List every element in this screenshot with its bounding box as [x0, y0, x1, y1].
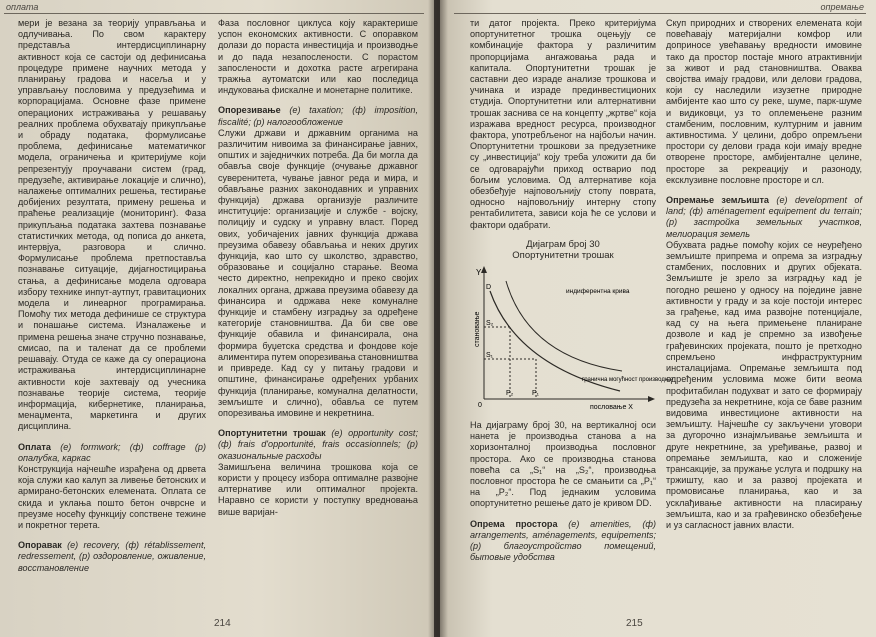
left-column-1 [18, 18, 206, 574]
entry-equivalents: (e) recovery, (ф) rétablissement, redressement, (р) оздоровление, оживление, восстановление [18, 540, 207, 573]
page-number-right: 215 [626, 618, 643, 629]
book-gutter [428, 0, 448, 637]
header-rule [454, 13, 866, 14]
diagram-subtitle: Опортунитетни трошак [512, 249, 614, 261]
running-header-right: опремање [820, 2, 864, 12]
dictionary-entry [470, 519, 656, 564]
diagram-figure [470, 261, 674, 411]
dictionary-entry [218, 428, 418, 462]
entry-equivalents: (e) taxation; (ф) imposition, fiscalité; (р) налогообложение [218, 105, 418, 127]
entry-body: Обухвата радње помоћу којих се неуређено земљиште припрема и опрема за изградњу стамбених, пословних и других објеката. Земљиште је зрело за изградњу кад је погодно решено у односу на поједине јавне активности у граду и за које постоји интерес за грађење, кад има развојне потенцијале, кад су на њега примењене планиране дозволе и кад је спремно за извођење грађевинских пројеката, пошто је претходно спремљено инфраструктурним инсталацијама. Опремање земљишта под одређеним условима може бити веома профитабилан подухват и зато се формирају предузећа за некретнине, која се баве разним видовима инвестиционе активности на земљишту. Најчешће су закључени уговори за дугорочно изнајмљивање земљишта и друге некретнине, за уређивање, развој и опремање земљишта, као и сложеније трансакције, за пружање услуга и подршку на тржишту, као и за развој пројеката и промовисање планирања, као и за усклађивање активности на пласирању земљишта, као и за грађевинско обезбеђење и уз сагласност јавних власти. [666, 239, 862, 530]
origin-label: 0 [478, 401, 482, 409]
entry-body: мери је везана за теорију управљања и одлучивања. По свом карактеру представља интердисциплинарну активност која се састоји од дефинисања процедуре примене научних метода у планирању градова и насеља и у управљању пословима у предузећима и корпорацијама. Основне фазе примене операционих истраживања у решавању реалних проблема обухватају прикупљање и обраду података, формулисање проблема, дефинисање математичког модела, ограничења и критеријуме који репрезентују проучавани систем (град, предузеће, активирање локације и слично), налажење оптималних решења, тестирање добијених резултата, примену решења и праћење реализације (мониторинг). Фаза прикупљања података захтева познавање статистичких метода, од пописа до анкета, интервјуа, разговора и слично. Формулисање проблема претпоставља познавање ситуације, дијагностицирања стања, а дефинисање модела одговара избору технике инпут-аутпут, гравитационих модела и линеарног програмирања. Помоћу тих метода дефинише се структура и понашање система. Изналажење и примена решења значе стручно познавање, смисао, па и таленат да се проблеми решавају. Отуда се каже да су операциона истраживања интердисциплинарне активности које захтевају од учесника познавање теорије система, теорије информација, кибернетике, планирања, менаџмента, маркетинга и других дисциплина. [18, 18, 206, 432]
dictionary-entry [18, 442, 206, 464]
entry-body: На дијаграму број 30, на вертикалној оси нанета је производња станова а на хоризонталној производња пословног простора. Ако се производња станова повећа са „S₁“ на „S₂“, производња пословног простора ће се смањити са „P₁“ на „P₂“. Под једнаким условима опортунитетно решење дато је кривом DD. [470, 420, 656, 509]
right-column-2 [666, 18, 862, 531]
diagram-30 [470, 238, 674, 414]
entry-equivalents: (e) opportunity cost; (ф) frais d'opportunité, frais occasionnels; (р) оказиональные расходы [218, 428, 418, 461]
entry-headword: Опрема простора [470, 518, 558, 529]
point-p2-label: P₂ [506, 389, 514, 397]
x-axis-arrow [648, 396, 655, 402]
left-column-2 [218, 18, 418, 518]
entry-equivalents: (e) amenities, (ф) arrangements, aménagements, equipements; (р) благоустройство помещений, бытовые удобства [470, 518, 656, 563]
entry-equivalents: (e) formwork; (ф) coffrage (р) опалубка, каркас [18, 441, 207, 463]
entry-body: ти датог пројекта. Преко критеријума опортунитетног трошка оцењују се комбинације фактора у различитим пропорцијама ангажовања рада и капитала. Опортунитетни трошак је саставни део израде анализе трошкова и учинака и израде прединвестиционих студија. Опортунитетни или алтернативни трошак заснива се на концепту „жртве“ која изражава вредност ресурса, производног фактора, употребљеног на најбољи начин. Опортунитетни трошкови за предузетнике су „инвестиција“ коју треба уложити да би се одговарајући приход остварио под бољим условима. Од алтернативе која обезбеђује најповољнију стопу поврата, односно најповољнију интерну стопу рентабилитета, зависи која ће се услови и фактори одабрати. [470, 18, 656, 230]
point-p1-label: P₁ [532, 389, 540, 397]
dictionary-entry [666, 195, 862, 240]
x-axis-label: пословање X [590, 403, 633, 411]
point-s1-label: S₁ [486, 351, 494, 359]
entry-body: Конструкција најчешће израђена од дрвета која служи као калуп за ливење бетонских и армирано-бетонских елемената. Оплата се скида и уклања пошто бетон очврсне и преузме носећу функцију сопствене тежине и покретног терета. [18, 463, 206, 530]
dictionary-entry [18, 540, 206, 574]
entry-body: Скуп природних и створених елемената који повећавају материјални комфор или доприносе увећавању вредности имовине тако да простор постаје много атрактивнији за живот и рад становништва. Оваква својства имају градови, или делови градова, који су наследили изузетне природне амбијенте као што су реке, шуме, парк-шуме и видиковци, уз то оплемењене разним стамбеним, пословним, културним и јавним активностима. У целини, добро опремљени простори су делови града који имају вредне отворене просторе, амбијенталне целине, просторе за рекреацију и разоноду, ексклузивне пословне просторе и сл. [666, 18, 862, 185]
point-s2-label: S₂ [486, 319, 494, 327]
entry-body: Служи држави и државним органима на различитим нивоима за финансирање јавних, општих и заједничких потреба. Да би могла да обавља своје функције (очување државног суверенитета, чување јавног реда и мира, и обављање разних законодавних и управних функција) држава организује различите институције: организације и службе - војску, полицију и судску и управну власт. Поред ових, уобичајених јавних функција држава преузима обавезу обављања и неких других функција, као што су школство, здравство, образовање и социјално старање. Веома често директно, непрекидно и преко својих локалних органа, држава преузима обавезу да финансира и одржава неке комуналне функције и стамбену изградњу за одређене категорије становништва. Да би све ове функције обавила и финансирала, она формира буџетска средства и фондове које алиментира путем опорезивања становништва и привреде. Кад су у питању градови и општине, финансирање одређених урбаних функција (планирање, комунална делатности, земљиште и слично), обавља се путем опорезивања имовине и некретнина. [218, 127, 418, 418]
entry-body: Замишљена величина трошкова која се користи у процесу избора оптималне развојне алтернативе или оптималног пројекта. Наравно се користи у поступку вредновања више варијан- [218, 461, 418, 517]
running-header-left: оплата [6, 2, 39, 12]
y-axis-label: Y [476, 267, 482, 277]
entry-equivalents: (e) development of land; (ф) aménagement equipement du terrain; (р) застройка земельных участков, мелиорация земель [666, 195, 863, 239]
diagram-title: Дијаграм број 30 [526, 238, 600, 250]
entry-headword: Оплата [18, 441, 51, 452]
entry-body: Фаза пословног циклуса коју карактерише успон економских активности. С опоравком долази до пораста инвестиција и производње и до пада незапослености. С порастом запослености и дохотка расте агрегирана тражња аутоматски или као последица индуковања фискалне и монетарне политике. [218, 18, 418, 96]
header-rule [4, 13, 424, 14]
y-axis-caption: становање [474, 311, 481, 347]
dictionary-entry [218, 105, 418, 127]
page-number-left: 214 [214, 618, 231, 629]
right-page [440, 0, 876, 637]
entry-headword: Опортунитетни трошак [218, 428, 326, 439]
point-d-label: D [486, 283, 492, 291]
entry-headword: Опоравак [18, 540, 62, 551]
indifference-curve-label: индиферентна крива [566, 287, 630, 295]
y-axis-arrow [481, 266, 487, 273]
right-column-1 [470, 18, 674, 564]
entry-headword: Опорезивање [218, 105, 281, 116]
ppf-label: гранична могућност производње [582, 376, 674, 383]
left-page [0, 0, 434, 637]
entry-headword: Опремање земљишта [666, 195, 769, 206]
